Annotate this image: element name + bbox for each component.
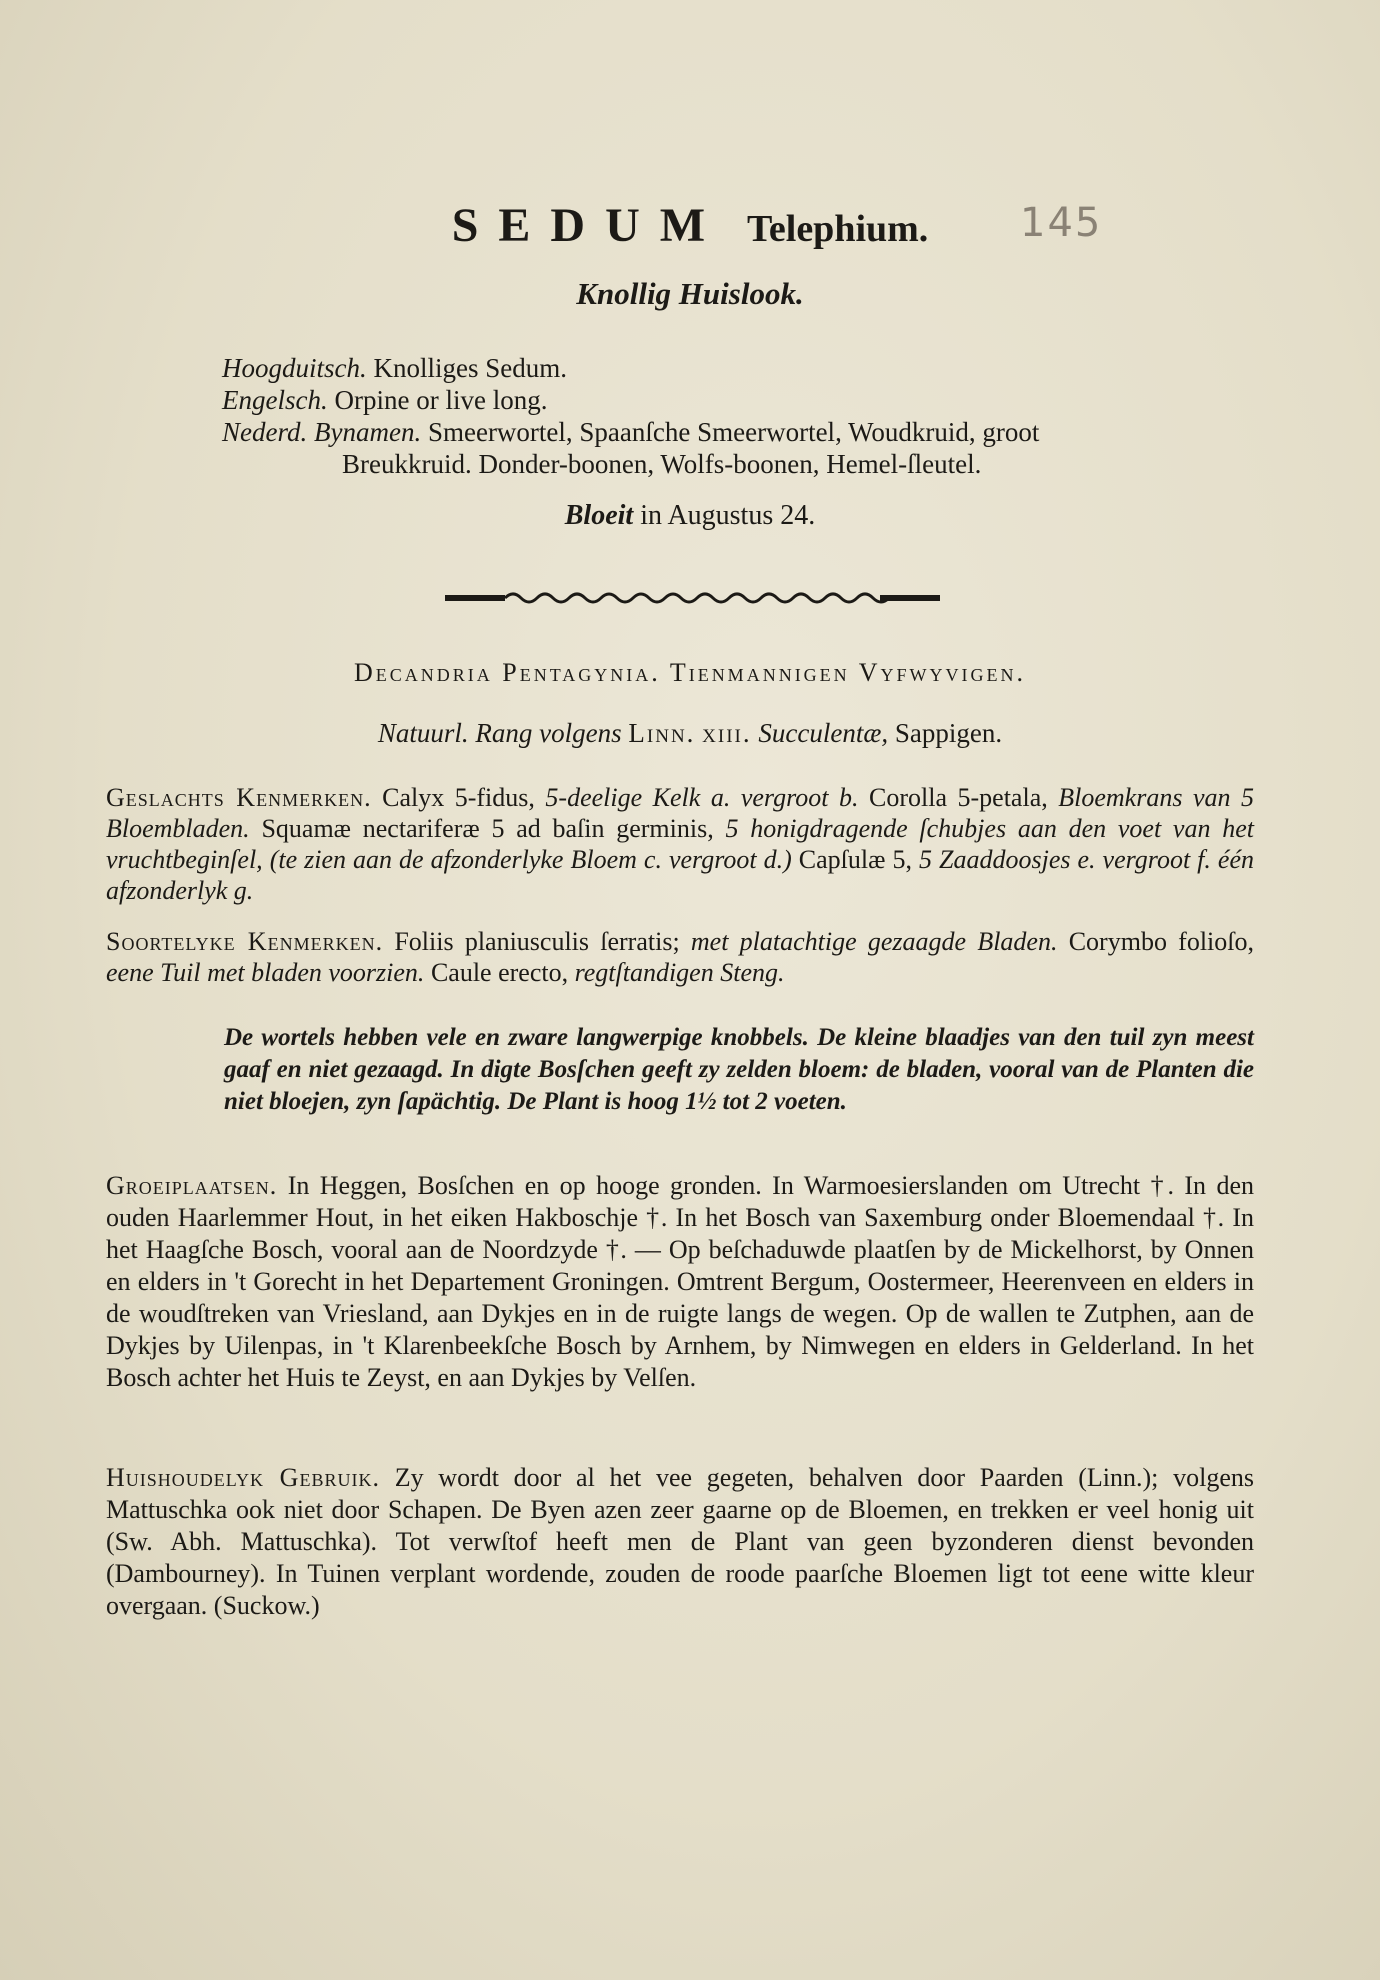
name-row-dutch (222, 416, 1252, 448)
section-text: Zy wordt door al het vee gegeten, behalven door Paarden (Linn.); volgens Mattuschka ook niet door Schapen. De Byen azen zeer gaarne op de Bloemen, en trekken er veel honig uit (Sw. Abh. Mattuschka). Tot verwſtof heeft men de Plant van geen byzonderen dienst bevonden (Dambourney). In Tuinen verplant wordende, zouden de roode paarſche Bloemen ligt tot eene witte kleur overgaan. (Suckow.) (106, 1463, 1254, 1620)
text-dutch: 5 Zaaddoosjes e. vergroot f. één afzonderlyk g. (106, 845, 1255, 905)
section-heading: Groeiplaatsen. (106, 1171, 278, 1200)
household-use (106, 1462, 1254, 1622)
genus-name: SEDUM (451, 199, 726, 252)
name-text: Orpine or live long. (334, 385, 548, 415)
name-row-dutch-continued: Breukkruid. Donder-boonen, Wolfs-boonen, Hemel-ſleutel. (342, 449, 982, 479)
rank-latin: Succulentæ, (758, 718, 889, 748)
section-heading: Huishoudelyk Gebruik. (106, 1463, 380, 1492)
name-text: Smeerwortel, Spaanſche Smeerwortel, Woudkruid, groot (427, 417, 1040, 447)
text-latin: Foliis planiusculis ſerratis; (394, 927, 691, 956)
text-dutch: 5-deelige Kelk a. vergroot b. (545, 783, 859, 812)
natural-rank (0, 718, 1380, 749)
text-dutch: 5 honigdragende ſchubjes aan den voet van het vruchtbeginſel, (te zien aan de afzonderlyke Bloem c. vergroot d.) (106, 814, 1254, 874)
description-note: De wortels hebben vele en zware langwerpige knobbels. De kleine blaadjes van den tuil zyn meest gaaf en niet gezaagd. In digte Bosſchen geeft zy zelden bloem: de bladen, vooral van de Planten die niet bloejen, zyn ſapächtig. De Plant is hoog 1½ tot 2 voeten. (224, 1024, 1254, 1115)
section-text: In Heggen, Bosſchen en op hooge gronden. In Warmoesierslanden om Utrecht †. In den ouden Haarlemmer Hout, in het eiken Hakboschje †. In het Bosch van Saxemburg onder Bloemendaal †. In het Haagſche Bosch, vooral aan de Noordzyde †. — Op beſchaduwde plaatſen by de Mickelhorst, by Onnen en elders in 't Gorecht in het Departement Groningen. Omtrent Bergum, Oostermeer, Heerenveen en elders in de woudſtreken van Vriesland, aan Dykjes en in de ruigte langs de wegen. Op de wallen te Zutphen, aan de Dykjes by Uilenpas, in 't Klarenbeekſche Bosch by Arnhem, by Nimwegen en elders in Gelderland. In het Bosch achter het Huis te Zeyst, en aan Dykjes by Velſen. (106, 1171, 1255, 1392)
text-latin: Caule erecto, (424, 958, 575, 987)
name-row-english (222, 384, 1252, 416)
rank-number: xiii. (702, 718, 752, 748)
dutch-name: Knollig Huislook. (576, 276, 804, 311)
name-row-german (222, 352, 1252, 384)
text-latin: Corymbo folioſo, (1057, 927, 1255, 956)
flowering-time (0, 500, 1380, 532)
rank-dutch: Sappigen. (894, 718, 1003, 748)
flowering-label: Bloeit (564, 500, 634, 531)
rank-prefix: Natuurl. Rang volgens (377, 718, 622, 748)
text-latin: Calyx 5-fidus, (382, 783, 546, 812)
linnaean-class: Decandria Pentagynia. Tienmannigen Vyfwyvigen. (354, 658, 1026, 687)
species-name: Telephium. (747, 208, 929, 250)
text-latin: Capſulæ 5, (791, 845, 919, 874)
ornamental-rule (445, 590, 940, 606)
text-latin: Corolla 5-petala, (858, 783, 1059, 812)
flowering-text: in Augustus 24. (640, 500, 816, 531)
vernacular-names (222, 352, 1252, 480)
genus-characteristics (106, 782, 1254, 906)
page-title (0, 198, 1380, 253)
text-dutch: met platachtige gezaagde Bladen. (690, 927, 1058, 956)
name-label: Engelsch. (222, 385, 328, 415)
text-latin: Squamæ nectariferæ 5 ad baſin germinis, (249, 814, 726, 843)
name-label: Hoogduitsch. (222, 353, 367, 383)
section-heading: Soortelyke Kenmerken. (106, 927, 384, 956)
name-label: Nederd. Bynamen. (222, 417, 422, 447)
habitats (106, 1170, 1254, 1394)
text-dutch: eene Tuil met bladen voorzien. (106, 958, 425, 987)
rank-author: Linn. (628, 718, 696, 748)
species-characteristics (106, 926, 1254, 988)
section-heading: Geslachts Kenmerken. (106, 783, 372, 812)
text-dutch: regtſtandigen Steng. (574, 958, 785, 987)
text-dutch: Bloemkrans van 5 Bloembladen. (106, 783, 1255, 843)
handwritten-page-number: 145 (1020, 200, 1103, 246)
name-text: Knolliges Sedum. (373, 353, 567, 383)
